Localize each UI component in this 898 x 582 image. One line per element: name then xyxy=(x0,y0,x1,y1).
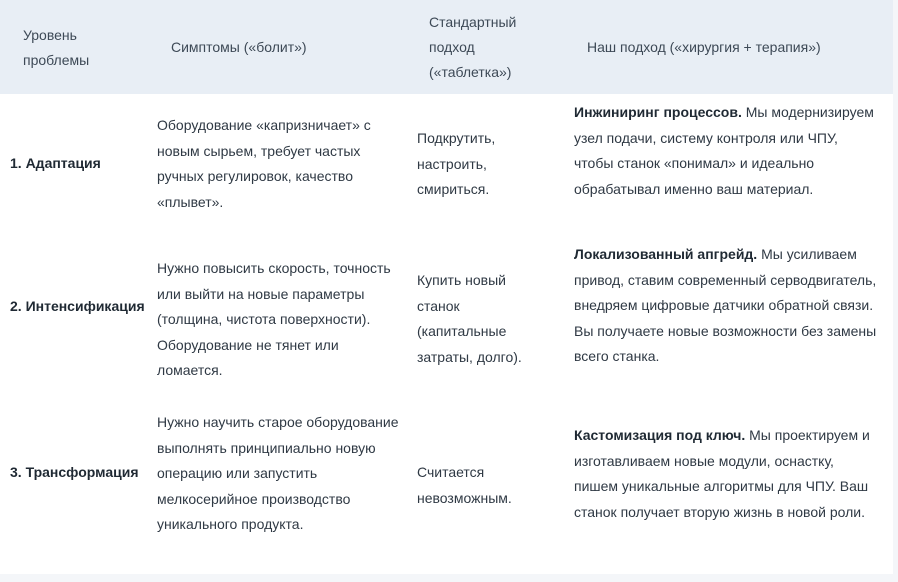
row-level: 2. Интенсификация xyxy=(10,298,145,314)
row-ours-text: Мы модернизируем узел подачи, систему контроля или ЧПУ, чтобы станок «понимал» и идеально обрабатывал именно ваш материал. xyxy=(574,104,874,197)
row-ours xyxy=(574,242,879,370)
header-ours: Наш подход («хирургия + терапия») xyxy=(587,39,821,55)
row-standard: Считается невозможным. xyxy=(417,464,512,506)
header-symptoms: Симптомы («болит») xyxy=(171,39,307,55)
row-symptoms: Оборудование «капризничает» с новым сырьем, требует частых ручных регулировок, качество «плывет». xyxy=(157,117,371,210)
row-level: 1. Адаптация xyxy=(10,155,101,171)
row-ours-text: Мы усиливаем привод, ставим современный серводвигатель, внедряем цифровые датчики обратной связи. Вы получаете новые возможности без замены всего станка. xyxy=(574,246,877,365)
row-standard: Купить новый станок (капитальные затраты, долго). xyxy=(417,272,522,365)
row-symptoms: Нужно научить старое оборудование выполнять принципиально новую операцию или запустить мелкосерийное производство уникального продукта. xyxy=(157,414,399,533)
row-symptoms: Нужно повысить скорость, точность или выйти на новые параметры (толщина, чистота поверхности). Оборудование не тянет или ломается. xyxy=(157,260,391,379)
row-ours xyxy=(574,423,879,525)
header-level: Уровень проблемы xyxy=(23,27,90,68)
row-standard: Подкрутить, настроить, смириться. xyxy=(417,130,496,198)
row-level: 3. Трансформация xyxy=(10,464,139,480)
row-ours-title: Локализованный апгрейд. xyxy=(574,246,758,262)
header-standard: Стандартный подход («таблетка») xyxy=(429,14,517,80)
row-ours xyxy=(574,100,879,202)
row-ours-title: Кастомизация под ключ. xyxy=(574,427,746,443)
row-ours-text: Мы проектируем и изготавливаем новые модули, оснастку, пишем уникальные алгоритмы для ЧПУ. Ваш станок получает вторую жизнь в новой роли. xyxy=(574,427,870,520)
row-ours-title: Инжиниринг процессов. xyxy=(574,104,742,120)
table-header xyxy=(0,0,893,94)
